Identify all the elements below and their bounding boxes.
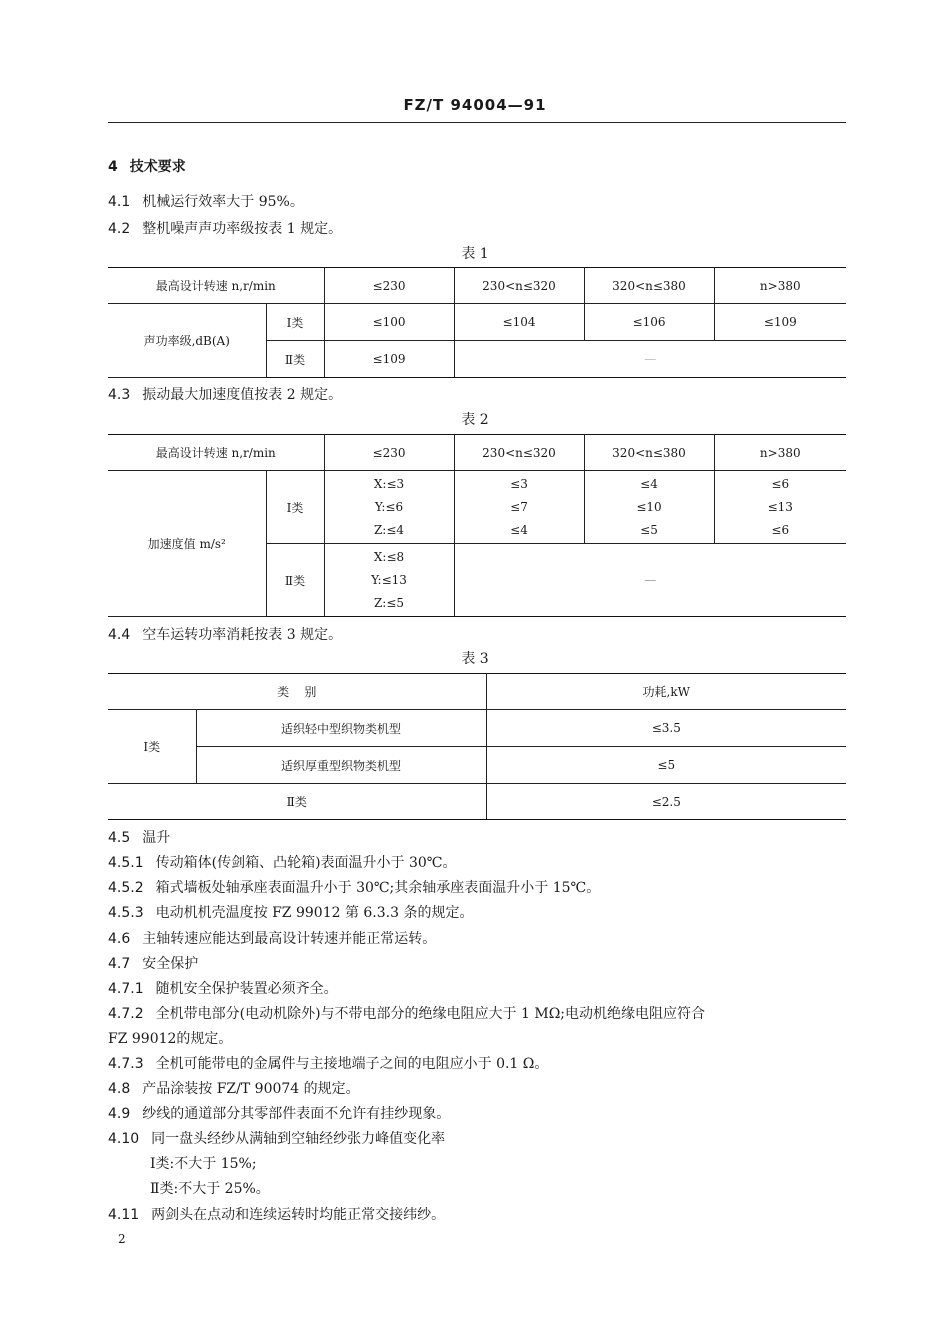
item-number: 4.7.3 [108,1056,144,1072]
table2-class1-col-1 [324,471,454,544]
table2-class2-empty: — [454,544,846,617]
item-text: 电动机机壳温度按 FZ 99012 第 6.3.3 条的规定。 [155,905,474,921]
document-header: FZ/T 94004—91 [403,96,547,114]
section-title [108,156,186,176]
table3-class1: Ⅰ类 [108,710,196,784]
header-rule [108,122,846,123]
table2-row-label: 加速度值 m/s² [108,471,266,617]
table3-heavy-value: ≤5 [486,747,846,784]
item-text: 纱线的通道部分其零部件表面不允许有挂纱现象。 [142,1106,451,1122]
item-text: 整机噪声声功率级按表 1 规定。 [142,221,343,237]
table1-class2-value: ≤109 [324,341,454,378]
value-x: ≤6 [771,476,790,491]
item-number: 4.5.2 [108,880,144,896]
table1-speed-1: ≤230 [324,268,454,304]
table3-caption: 表 3 [461,651,489,667]
item-number: 4.11 [108,1207,140,1223]
item-4-7-3 [108,1053,548,1073]
item-number: 4.6 [108,931,131,947]
page-number: 2 [118,1232,126,1246]
table1-class1-value-3: ≤106 [584,304,714,341]
table2-speed-4: n>380 [714,435,846,471]
item-text: 全机带电部分(电动机除外)与不带电部分的绝缘电阻应大于 1 MΩ;电动机绝缘电阻应符合 [155,1006,706,1022]
value-z: Z:≤5 [373,595,405,610]
value-y: ≤13 [767,499,793,514]
item-number: 4.9 [108,1106,131,1122]
item-number: 4.7.1 [108,981,144,997]
value-y: Y:≤6 [374,499,404,514]
item-4-7-1 [108,978,338,998]
value-y: ≤10 [636,499,662,514]
item-4-10 [108,1128,445,1148]
table1-speed-2: 230<n≤320 [454,268,584,304]
value-z: ≤5 [640,522,658,537]
item-number: 4.5.1 [108,855,144,871]
table-3 [108,673,846,820]
table1-speed-3: 320<n≤380 [584,268,714,304]
value-z: ≤6 [771,522,790,537]
item-number: 4.4 [108,627,131,643]
value-x: X:≤8 [373,549,405,564]
item-number: 4.5 [108,830,131,846]
value-y: ≤7 [510,499,528,514]
item-text: 温升 [142,830,171,846]
item-text: 安全保护 [142,956,199,972]
table3-class2: Ⅱ类 [108,784,486,820]
table-1 [108,267,846,378]
item-number: 4.7.2 [108,1006,144,1022]
item-text: 传动箱体(传剑箱、凸轮箱)表面温升小于 30℃。 [155,855,457,871]
item-4-6 [108,928,436,948]
table1-caption: 表 1 [461,246,489,262]
table2-class1: Ⅰ类 [266,471,324,544]
item-4-7-2 [108,1003,705,1023]
item-4-10-class2: Ⅱ类:不大于 25%。 [150,1181,270,1197]
item-4-5-1 [108,852,456,872]
item-4-5-2 [108,877,600,897]
item-4-9 [108,1103,450,1123]
item-text: 振动最大加速度值按表 2 规定。 [142,387,343,403]
item-text: 随机安全保护装置必须齐全。 [155,981,338,997]
section-number: 4 [108,159,118,175]
table2-speed-1: ≤230 [324,435,454,471]
table3-power-header: 功耗,kW [486,674,846,710]
item-number: 4.1 [108,194,131,210]
item-text: 机械运行效率大于 95%。 [142,194,304,210]
table1-class1-value-1: ≤100 [324,304,454,341]
table2-class2-col-1 [324,544,454,617]
table3-light-value: ≤3.5 [486,710,846,747]
item-number: 4.7 [108,956,131,972]
item-4-1 [108,191,304,211]
item-text: 主轴转速应能达到最高设计转速并能正常运转。 [142,931,437,947]
table2-speed-label: 最高设计转速 n,r/min [108,435,324,471]
table2-caption: 表 2 [461,412,489,428]
value-x: ≤3 [510,476,528,491]
value-z: ≤4 [510,522,528,537]
table1-speed-label: 最高设计转速 n,r/min [108,268,324,304]
item-4-7-2-continuation: FZ 99012的规定。 [108,1031,233,1047]
item-text: 两剑头在点动和连续运转时均能正常交接纬纱。 [151,1207,446,1223]
table1-class1-value-2: ≤104 [454,304,584,341]
item-4-11 [108,1204,445,1224]
table1-class1-value-4: ≤109 [714,304,846,341]
item-text: 产品涂装按 FZ/T 90074 的规定。 [142,1081,360,1097]
item-text: 箱式墙板处轴承座表面温升小于 30℃;其余轴承座表面温升小于 15℃。 [155,880,601,896]
table2-speed-2: 230<n≤320 [454,435,584,471]
table2-class1-col-2 [454,471,584,544]
item-4-2 [108,218,342,238]
item-4-4 [108,624,342,644]
table1-class2: Ⅱ类 [266,341,324,378]
table-2 [108,434,846,617]
table2-class1-col-3 [584,471,714,544]
item-4-5-3 [108,902,473,922]
table2-class1-col-4 [714,471,846,544]
table3-heavy-type: 适织厚重型织物类机型 [196,747,486,784]
item-number: 4.8 [108,1081,131,1097]
item-number: 4.10 [108,1131,140,1147]
table3-class2-value: ≤2.5 [486,784,846,820]
value-x: X:≤3 [373,476,405,491]
table3-type-header: 类 别 [108,674,486,710]
table1-class2-empty: — [454,341,846,378]
value-x: ≤4 [640,476,658,491]
item-number: 4.3 [108,387,131,403]
value-z: Z:≤4 [373,522,405,537]
item-4-8 [108,1078,360,1098]
section-title-text: 技术要求 [129,159,186,175]
item-text: 空车运转功率消耗按表 3 规定。 [142,627,343,643]
table2-speed-3: 320<n≤380 [584,435,714,471]
table1-speed-4: n>380 [714,268,846,304]
item-4-3 [108,384,342,404]
table3-light-type: 适织轻中型织物类机型 [196,710,486,747]
item-4-7 [108,953,198,973]
table2-class2: Ⅱ类 [266,544,324,617]
item-4-5 [108,827,170,847]
item-text: 全机可能带电的金属件与主接地端子之间的电阻应小于 0.1 Ω。 [155,1056,549,1072]
item-4-10-class1: Ⅰ类:不大于 15%; [150,1156,257,1172]
item-number: 4.5.3 [108,905,144,921]
table1-row-label: 声功率级,dB(A) [108,304,266,378]
table1-class1: Ⅰ类 [266,304,324,341]
value-y: Y:≤13 [371,572,407,587]
item-number: 4.2 [108,221,131,237]
item-text: 同一盘头经纱从满轴到空轴经纱张力峰值变化率 [151,1131,446,1147]
